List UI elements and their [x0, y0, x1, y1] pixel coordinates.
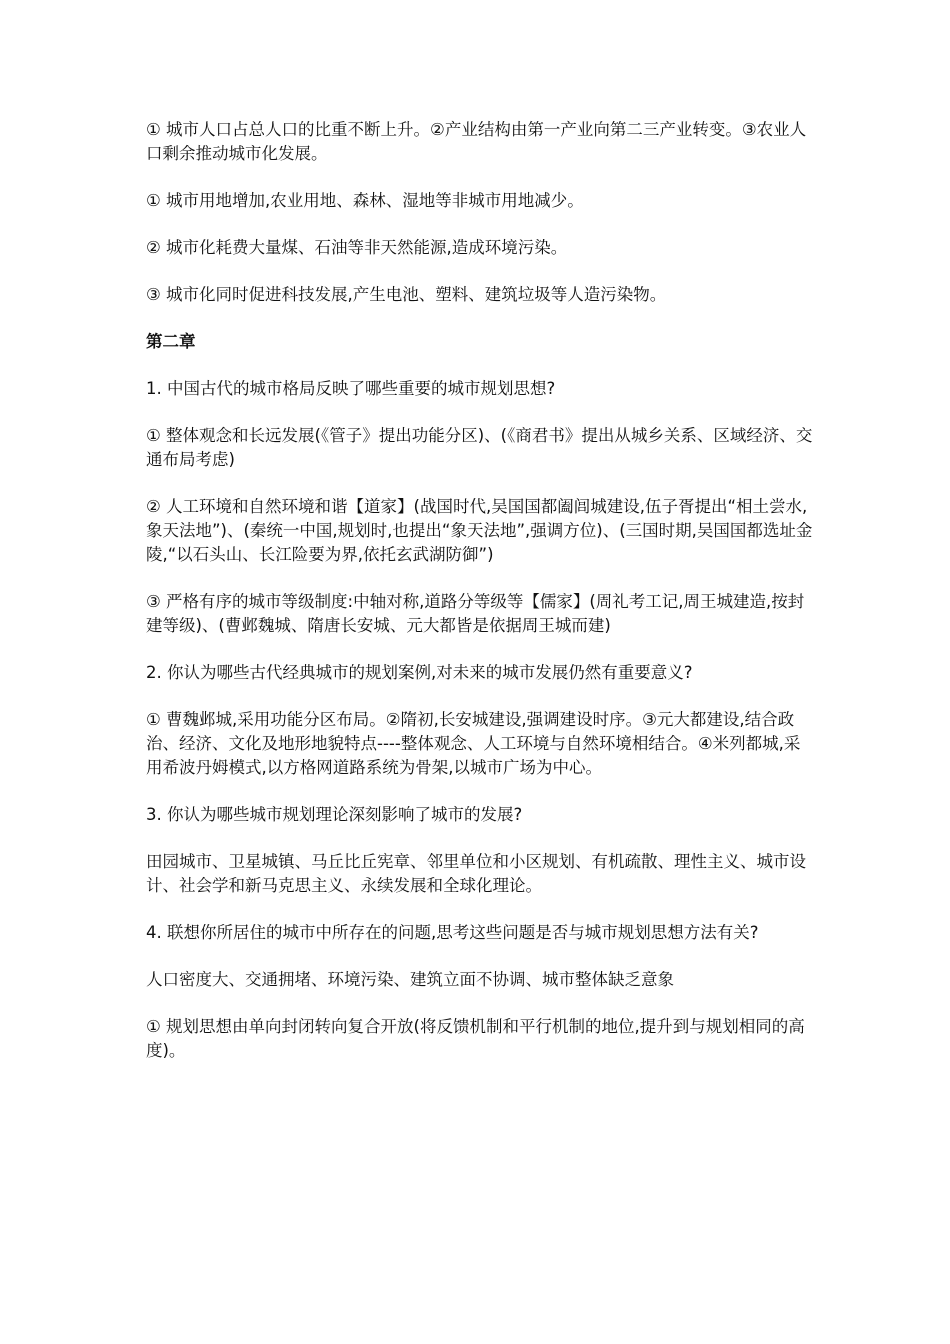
- document-page: [146, 118, 816, 1086]
- energy-pollution-paragraph: ② 城市化耗费大量煤、石油等非天然能源,造成环境污染。: [146, 238, 568, 257]
- answer-1-item-2: ② 人工环境和自然环境和谐【道家】(战国时代,吴国国都阖闾城建设,伍子胥提出“相土尝水,象天法地”)、(秦统一中国,规划时,也提出“象天法地”,强调方位)、(三国时期,吴国国都选址金陵,“以石头山、长江险要为界,依托玄武湖防御”): [146, 497, 813, 564]
- urbanization-features-paragraph: ① 城市人口占总人口的比重不断上升。②产业结构由第一产业向第二三产业转变。③农业人口剩余推动城市化发展。: [146, 120, 807, 163]
- land-use-paragraph: ① 城市用地增加,农业用地、森林、湿地等非城市用地减少。: [146, 191, 584, 210]
- answer-1-item-1: ① 整体观念和长远发展(《管子》提出功能分区)、(《商君书》提出从城乡关系、区域经济、交通布局考虑): [146, 426, 813, 469]
- answer-4-problems: 人口密度大、交通拥堵、环境污染、建筑立面不协调、城市整体缺乏意象: [146, 970, 674, 989]
- question-3: 3. 你认为哪些城市规划理论深刻影响了城市的发展?: [146, 805, 523, 824]
- artificial-pollutants-paragraph: ③ 城市化同时促进科技发展,产生电池、塑料、建筑垃圾等人造污染物。: [146, 285, 667, 304]
- answer-4-item-1: ① 规划思想由单向封闭转向复合开放(将反馈机制和平行机制的地位,提升到与规划相同的高度)。: [146, 1017, 805, 1060]
- answer-3: 田园城市、卫星城镇、马丘比丘宪章、邻里单位和小区规划、有机疏散、理性主义、城市设计、社会学和新马克思主义、永续发展和全球化理论。: [146, 852, 806, 895]
- answer-1-item-3: ③ 严格有序的城市等级制度:中轴对称,道路分等级等【儒家】(周礼考工记,周王城建造,按封建等级)、(曹邺魏城、隋唐长安城、元大都皆是依据周王城而建): [146, 592, 805, 635]
- question-2: 2. 你认为哪些古代经典城市的规划案例,对未来的城市发展仍然有重要意义?: [146, 663, 693, 682]
- answer-2: ① 曹魏邺城,采用功能分区布局。②隋初,长安城建设,强调建设时序。③元大都建设,结合政治、经济、文化及地形地貌特点----整体观念、人工环境与自然环境相结合。④米列都城,采用希波丹姆模式,以方格网道路系统为骨架,以城市广场为中心。: [146, 710, 801, 777]
- question-4: 4. 联想你所居住的城市中所存在的问题,思考这些问题是否与城市规划思想方法有关?: [146, 923, 759, 942]
- chapter-heading: 第二章: [146, 332, 196, 351]
- question-1: 1. 中国古代的城市格局反映了哪些重要的城市规划思想?: [146, 379, 556, 398]
